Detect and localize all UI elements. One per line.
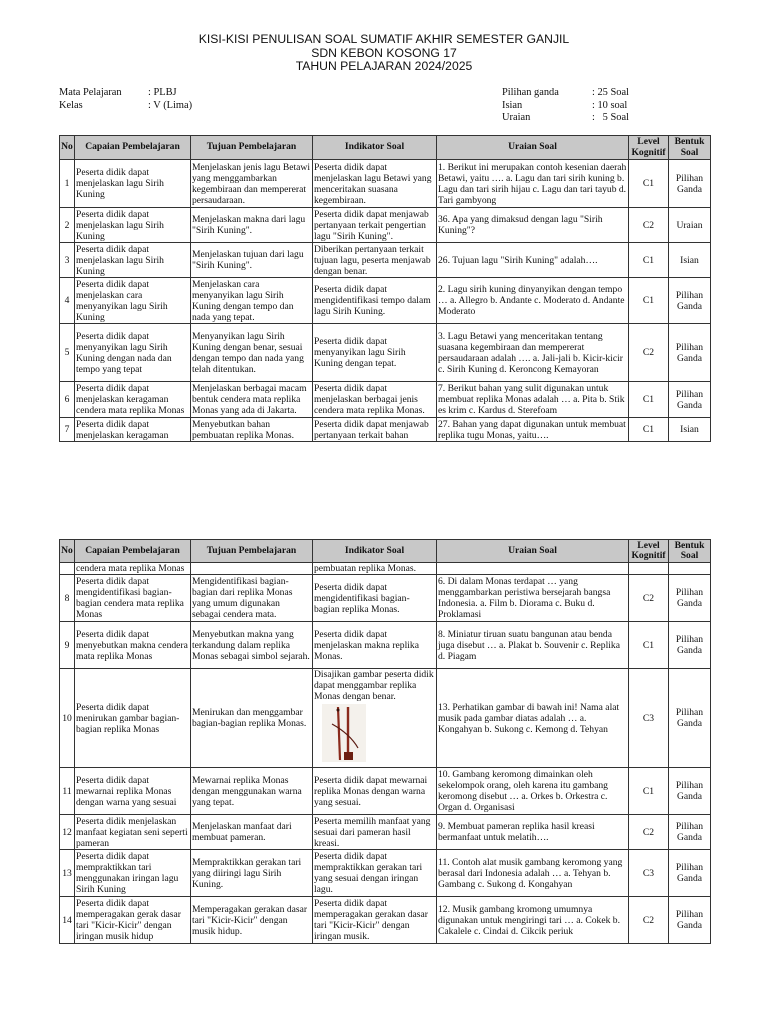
cell-tp: Menjelaskan manfaat dari membuat pameran.: [191, 815, 313, 850]
cell-indikator: Peserta didik dapat menjawab pertanyaan terkait bahan: [313, 418, 437, 442]
cell-cp: Peserta didik dapat memperagakan gerak dasar tari "Kicir-Kicir" dengan iringan musik hidup: [75, 897, 191, 944]
cell-level: C1: [629, 622, 669, 669]
cell-indikator: Peserta didik dapat menjelaskan makna replika Monas.: [313, 622, 437, 669]
cell-bentuk: Pilihan Ganda: [669, 897, 711, 944]
cell-no: 12: [60, 815, 75, 850]
cell-indikator: Peserta memilih manfaat yang sesuai dari pameran hasil kreasi.: [313, 815, 437, 850]
cell-bentuk: Uraian: [669, 208, 711, 243]
table-row: [60, 897, 711, 944]
cell-tp: Menyebutkan bahan pembuatan replika Monas.: [191, 418, 313, 442]
cell-bentuk: Pilihan Ganda: [669, 160, 711, 208]
table-header-row: [60, 136, 711, 160]
cell-bentuk: [669, 563, 711, 575]
cell-tp: Menjelaskan makna dari lagu "Sirih Kuning".: [191, 208, 313, 243]
col-header-bentuk: Bentuk Soal: [669, 540, 711, 563]
cell-tp: Menjelaskan cara menyanyikan lagu Sirih Kuning dengan tempo dan nada yang tepat.: [191, 278, 313, 324]
cell-no: 10: [60, 669, 75, 768]
cell-uraian: 11. Contoh alat musik gambang keromong yang berasal dari Indonesia adalah … a. Tehyan b. Gambang c. Sukong d. Kongahyan: [437, 850, 629, 897]
cell-bentuk: Pilihan Ganda: [669, 622, 711, 669]
cell-no: [60, 563, 75, 575]
cell-indikator: [313, 669, 437, 768]
cell-indikator: Peserta didik dapat mempraktikkan gerakan tari yang sesuai dengan iringan lagu.: [313, 850, 437, 897]
col-header-cp: Capaian Pembelajaran: [75, 136, 191, 160]
table-row: [60, 418, 711, 442]
table-row-continuation: [60, 563, 711, 575]
cell-level: C3: [629, 850, 669, 897]
cell-tp: Menyebutkan makna yang terkandung dalam replika Monas sebagai simbol sejarah.: [191, 622, 313, 669]
cell-tp: Menyanyikan lagu Sirih Kuning dengan benar, sesuai dengan tempo dan nada yang telah ditentukan.: [191, 324, 313, 382]
col-header-indikator: Indikator Soal: [313, 540, 437, 563]
table-row: [60, 160, 711, 208]
col-header-tp: Tujuan Pembelajaran: [191, 136, 313, 160]
cell-level: C1: [629, 768, 669, 815]
cell-level: C2: [629, 815, 669, 850]
cell-bentuk: Pilihan Ganda: [669, 382, 711, 418]
cell-indikator: Peserta didik dapat menjawab pertanyaan terkait pengertian lagu "Sirih Kuning".: [313, 208, 437, 243]
cell-cp: Peserta didik dapat menjelaskan keragaman cendera mata replika Monas: [75, 382, 191, 418]
cell-no: 7: [60, 418, 75, 442]
table-row: [60, 278, 711, 324]
tehyan-instrument-image: [322, 704, 366, 762]
cell-level: C2: [629, 897, 669, 944]
table-row: [60, 850, 711, 897]
cell-level: [629, 563, 669, 575]
cell-level: C1: [629, 418, 669, 442]
cell-cp: Peserta didik dapat menjelaskan keragaman: [75, 418, 191, 442]
cell-indikator: Peserta didik dapat mewarnai replika Monas dengan warna yang sesuai.: [313, 768, 437, 815]
col-header-indikator: Indikator Soal: [313, 136, 437, 160]
uraian-label: Uraian: [502, 112, 531, 123]
cell-cp: cendera mata replika Monas: [75, 563, 191, 575]
cell-level: C1: [629, 243, 669, 278]
class-value: : V (Lima): [148, 99, 193, 111]
cell-indikator: Peserta didik dapat menjelaskan berbagai jenis cendera mata replika Monas.: [313, 382, 437, 418]
cell-no: 1: [60, 160, 75, 208]
cell-uraian: 13. Perhatikan gambar di bawah ini! Nama alat musik pada gambar diatas adalah … a. Kongahyan b. Sukong c. Kemong d. Tehyan: [437, 669, 629, 768]
col-header-uraian: Uraian Soal: [437, 540, 629, 563]
cell-tp: Menjelaskan tujuan dari lagu "Sirih Kuning".: [191, 243, 313, 278]
table-row: [60, 768, 711, 815]
cell-cp: Peserta didik dapat menjelaskan lagu Sirih Kuning: [75, 243, 191, 278]
cell-uraian: 9. Membuat pameran replika hasil kreasi bermanfaat untuk melatih….: [437, 815, 629, 850]
cell-uraian: 36. Apa yang dimaksud dengan lagu "Sirih Kuning"?: [437, 208, 629, 243]
cell-no: 11: [60, 768, 75, 815]
cell-indikator: Diberikan pertanyaan terkait tujuan lagu, peserta menjawab dengan benar.: [313, 243, 437, 278]
cell-tp: [191, 563, 313, 575]
cell-no: 14: [60, 897, 75, 944]
meta-info-left: [59, 87, 192, 112]
subject-label: Mata Pelajaran: [59, 87, 122, 98]
cell-no: 6: [60, 382, 75, 418]
cell-no: 13: [60, 850, 75, 897]
cell-bentuk: Pilihan Ganda: [669, 768, 711, 815]
cell-indikator: Peserta didik dapat mengidentifikasi tempo dalam lagu Sirih Kuning.: [313, 278, 437, 324]
cell-bentuk: Pilihan Ganda: [669, 669, 711, 768]
cell-no: 3: [60, 243, 75, 278]
uraian-value: : 5 Soal: [592, 112, 629, 123]
cell-bentuk: Pilihan Ganda: [669, 850, 711, 897]
pg-label: Pilihan ganda: [502, 87, 559, 98]
cell-cp: Peserta didik dapat menyanyikan lagu Sirih Kuning dengan nada dan tempo yang tepat: [75, 324, 191, 382]
cell-cp: Peserta didik dapat menjelaskan lagu Sirih Kuning: [75, 160, 191, 208]
cell-bentuk: Isian: [669, 418, 711, 442]
cell-level: C2: [629, 575, 669, 622]
col-header-tp: Tujuan Pembelajaran: [191, 540, 313, 563]
title-line-3: TAHUN PELAJARAN 2024/2025: [295, 59, 473, 73]
cell-level: C3: [629, 669, 669, 768]
cell-no: 2: [60, 208, 75, 243]
isian-value: : 10 soal: [592, 99, 628, 111]
cell-tp: Mewarnai replika Monas dengan menggunakan warna yang tepat.: [191, 768, 313, 815]
cell-cp: Peserta didik menjelaskan manfaat kegiatan seni seperti pameran: [75, 815, 191, 850]
cell-cp: Peserta didik dapat menjelaskan lagu Sirih Kuning: [75, 208, 191, 243]
cell-uraian: 7. Berikut bahan yang sulit digunakan untuk membuat replika Monas adalah … a. Pita b. Stik es krim c. Kardus d. Sterefoam: [437, 382, 629, 418]
cell-tp: Mempraktikkan gerakan tari yang diiringi lagu Sirih Kuning.: [191, 850, 313, 897]
col-header-no: No: [60, 136, 75, 160]
indikator-text: Disajikan gambar peserta didik dapat menggambar replika Monas dengan benar.: [314, 669, 434, 702]
cell-cp: Peserta didik dapat mengidentifikasi bagian-bagian cendera mata replika Monas: [75, 575, 191, 622]
table-header-row: [60, 540, 711, 563]
title-line-1: KISI-KISI PENULISAN SOAL SUMATIF AKHIR SEMESTER GANJIL: [198, 32, 570, 46]
table-row: [60, 382, 711, 418]
cell-indikator: Peserta didik dapat memperagakan gerakan dasar tari "Kicir-Kicir" dengan iringan musik.: [313, 897, 437, 944]
cell-cp: Peserta didik dapat mempraktikkan tari menggunakan iringan lagu Sirih Kuning: [75, 850, 191, 897]
cell-no: 4: [60, 278, 75, 324]
cell-uraian: [437, 563, 629, 575]
table-row: [60, 208, 711, 243]
cell-uraian: 3. Lagu Betawi yang menceritakan tentang suasana kegembiraan dan mempererat persaudaraan adalah …. a. Jali-jali b. Kicir-kicir c. Sirih Kuning d. Keroncong Kemayoran: [437, 324, 629, 382]
table-row: [60, 669, 711, 768]
col-header-no: No: [60, 540, 75, 563]
cell-cp: Peserta didik dapat menirukan gambar bagian-bagian replika Monas: [75, 669, 191, 768]
cell-tp: Menjelaskan berbagai macam bentuk cendera mata replika Monas yang ada di Jakarta.: [191, 382, 313, 418]
isian-label: Isian: [502, 99, 523, 111]
table-row: [60, 575, 711, 622]
cell-no: 9: [60, 622, 75, 669]
kisi-table-1: [59, 135, 711, 442]
table-row: [60, 324, 711, 382]
cell-level: C2: [629, 324, 669, 382]
meta-info-right: [502, 87, 629, 125]
cell-level: C1: [629, 160, 669, 208]
col-header-uraian: Uraian Soal: [437, 136, 629, 160]
cell-uraian: 8. Miniatur tiruan suatu bangunan atau benda juga disebut … a. Plakat b. Souvenir c. Replika d. Piagam: [437, 622, 629, 669]
title-line-2: SDN KEBON KOSONG 17: [311, 45, 457, 60]
cell-uraian: 2. Lagu sirih kuning dinyanyikan dengan tempo … a. Allegro b. Andante c. Moderato d. Andante Moderato: [437, 278, 629, 324]
cell-indikator: pembuatan replika Monas.: [313, 563, 437, 575]
cell-cp: Peserta didik dapat menyebutkan makna cendera mata replika Monas: [75, 622, 191, 669]
class-label: Kelas: [59, 99, 83, 111]
cell-uraian: 10. Gambang keromong dimainkan oleh sekelompok orang, oleh karena itu gambang keromong disebut … a. Orkes b. Orkestra c. Organ d. Organisasi: [437, 768, 629, 815]
cell-tp: Mengidentifikasi bagian-bagian dari replika Monas yang umum digunakan sebagai cendera mata.: [191, 575, 313, 622]
cell-tp: Menjelaskan jenis lagu Betawi yang menggambarkan kegembiraan dan mempererat persaudaraan.: [191, 160, 313, 208]
cell-indikator: Peserta didik dapat mengidentifikasi bagian-bagian replika Monas.: [313, 575, 437, 622]
cell-bentuk: Pilihan Ganda: [669, 278, 711, 324]
cell-bentuk: Pilihan Ganda: [669, 575, 711, 622]
cell-uraian: 26. Tujuan lagu "Sirih Kuning" adalah….: [437, 243, 629, 278]
pg-value: : 25 Soal: [592, 87, 629, 98]
table-row: [60, 622, 711, 669]
cell-no: 5: [60, 324, 75, 382]
cell-uraian: 1. Berikut ini merupakan contoh kesenian daerah Betawi, yaitu …. a. Lagu dan tari sirih kuning b. Lagu dan tari sirih hijau c. Lagu dan tari tayub d. Tari gambyong: [437, 160, 629, 208]
col-header-cp: Capaian Pembelajaran: [75, 540, 191, 563]
cell-level: C1: [629, 278, 669, 324]
cell-indikator: Peserta didik dapat menjelaskan lagu Betawi yang menceritakan suasana kegembiraan.: [313, 160, 437, 208]
cell-bentuk: Pilihan Ganda: [669, 815, 711, 850]
document-title: [0, 33, 768, 74]
cell-tp: Menirukan dan menggambar bagian-bagian replika Monas.: [191, 669, 313, 768]
cell-cp: Peserta didik dapat menjelaskan cara menyanyikan lagu Sirih Kuning: [75, 278, 191, 324]
table-row: [60, 243, 711, 278]
cell-no: 8: [60, 575, 75, 622]
cell-bentuk: Isian: [669, 243, 711, 278]
cell-indikator: Peserta didik dapat menyanyikan lagu Sirih Kuning dengan tepat.: [313, 324, 437, 382]
table-row: [60, 815, 711, 850]
cell-bentuk: Pilihan Ganda: [669, 324, 711, 382]
cell-uraian: 27. Bahan yang dapat digunakan untuk membuat replika tugu Monas, yaitu….: [437, 418, 629, 442]
cell-cp: Peserta didik dapat mewarnai replika Monas dengan warna yang sesuai: [75, 768, 191, 815]
kisi-table-2: [59, 539, 711, 944]
subject-value: : PLBJ: [148, 87, 177, 98]
cell-tp: Memperagakan gerakan dasar tari "Kicir-Kicir" dengan musik hidup.: [191, 897, 313, 944]
col-header-level: Level Kognitif: [629, 136, 669, 160]
col-header-bentuk: Bentuk Soal: [669, 136, 711, 160]
cell-level: C1: [629, 382, 669, 418]
cell-uraian: 12. Musik gambang kromong umumnya digunakan untuk mengiringi tari … a. Cokek b. Cakalele c. Cindai d. Cikcik periuk: [437, 897, 629, 944]
col-header-level: Level Kognitif: [629, 540, 669, 563]
cell-uraian: 6. Di dalam Monas terdapat … yang menggambarkan peristiwa bersejarah bangsa Indonesia. a. Film b. Diorama c. Buku d. Proklamasi: [437, 575, 629, 622]
cell-level: C2: [629, 208, 669, 243]
